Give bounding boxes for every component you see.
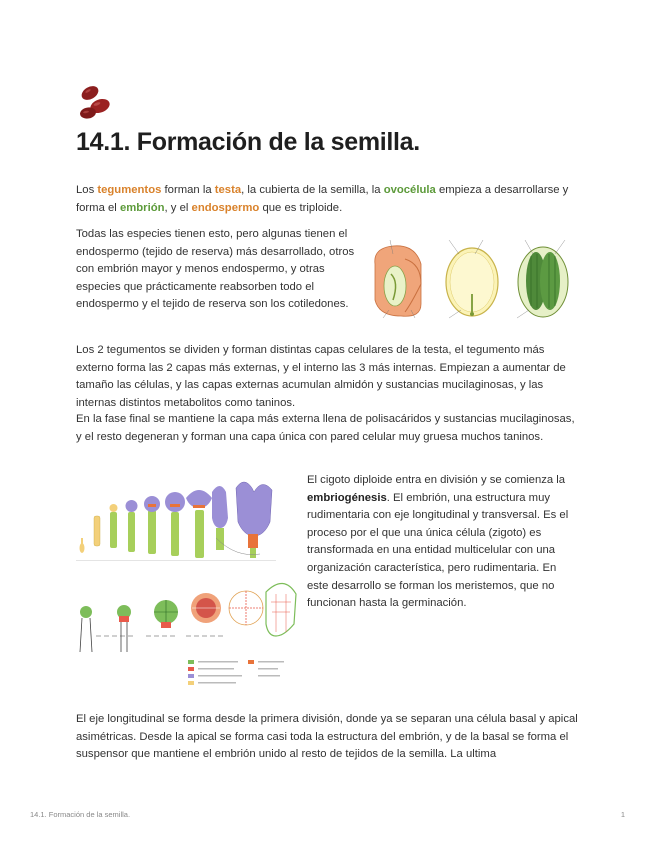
division-step-5 xyxy=(229,591,263,625)
term-testa: testa xyxy=(214,184,242,196)
seed-diagram-2 xyxy=(446,248,498,316)
embryo-stage-2 xyxy=(94,516,100,546)
division-step-3 xyxy=(154,600,178,628)
longitudinal-axis-paragraph: El eje longitudinal se forma desde la primera división, donde ya se separan una célula basal y apical asimétricas. Desde la apical se forma casi toda la estructura del embrión, y de la basal se forma el suspensor que mantiene el embrión unido al resto de tejidos de la semilla. La ultima xyxy=(76,713,578,761)
final-phase-paragraph: En la fase final se mantiene la capa más externa llena de polisacáridos y sustancias mucilaginosas, y el resto degeneran y forman una capa única con pared celular muy gruesa muchos taninos. xyxy=(76,413,575,443)
embryo-stage-8 xyxy=(212,486,228,550)
embryo-division-figure xyxy=(76,572,298,690)
beans-icon xyxy=(76,82,116,122)
intro-paragraph: Los tegumentos forman la testa, la cubierta de la semilla, la ovocélula empieza a desarrollarse y forma el embrión, y el endospermo que es triploide. xyxy=(76,184,569,214)
tegument-layers-paragraph: Los 2 tegumentos se dividen y forman distintas capas celulares de la testa, el tegumento más externo forma las 2 capas más externas, y el interno las 3 más internas. Empiezan a aumentar de tamaño las células, y las capas externas acumulan almidón y sustancias mucilaginosas, y las internas distintos metabolitos como taninos. xyxy=(76,344,566,409)
division-step-2 xyxy=(117,605,131,652)
seed-types-figure xyxy=(365,234,583,326)
embryo-stage-6 xyxy=(165,492,185,556)
embryo-stage-4 xyxy=(126,500,138,552)
footer-title: 14.1. Formación de la semilla. xyxy=(30,810,131,819)
embryo-stage-5 xyxy=(144,496,160,554)
embryo-stage-3 xyxy=(110,504,118,548)
term-ovocelula: ovocélula xyxy=(383,184,436,196)
embryogenesis-stages-figure xyxy=(76,478,298,566)
embryo-stage-9 xyxy=(236,482,272,558)
seed-diagram-3 xyxy=(518,247,568,317)
page-number: 1 xyxy=(620,810,625,819)
embryogenesis-paragraph: El cigoto diploide entra en división y se comienza la embriogénesis. El embrión, una estructura muy rudimentaria con eje longitudinal y transversal. Es el proceso por el que una única célula (zigoto) es transformada en una entidad multicelular con una organización característica, pero rudimentaria. En este desarrollo se forman los meristemos, que no funcionan hasta la germinación. xyxy=(307,474,569,610)
figure-legend xyxy=(188,660,284,685)
division-step-4 xyxy=(191,593,221,623)
species-paragraph: Todas las especies tienen esto, pero algunas tienen el endospermo (tejido de reserva) más desarrollado, otros con embrión mayor y menos endospermo, y otras especies que prácticamente reabsorben todo el endospermo y el tejido de reserva son los cotiledones. xyxy=(76,228,355,311)
embryo-stage-7 xyxy=(186,490,212,558)
term-endospermo: endospermo xyxy=(191,201,260,214)
term-embriogenesis: embriogénesis xyxy=(307,491,387,504)
division-step-1 xyxy=(80,606,92,652)
embryo-stage-1 xyxy=(80,538,85,553)
division-step-6 xyxy=(266,583,296,636)
page-title: 14.1. Formación de la semilla. xyxy=(76,128,420,156)
seed-diagram-1 xyxy=(375,246,421,316)
term-embrion: embrión xyxy=(119,201,165,214)
term-tegumentos: tegumentos xyxy=(97,184,162,196)
